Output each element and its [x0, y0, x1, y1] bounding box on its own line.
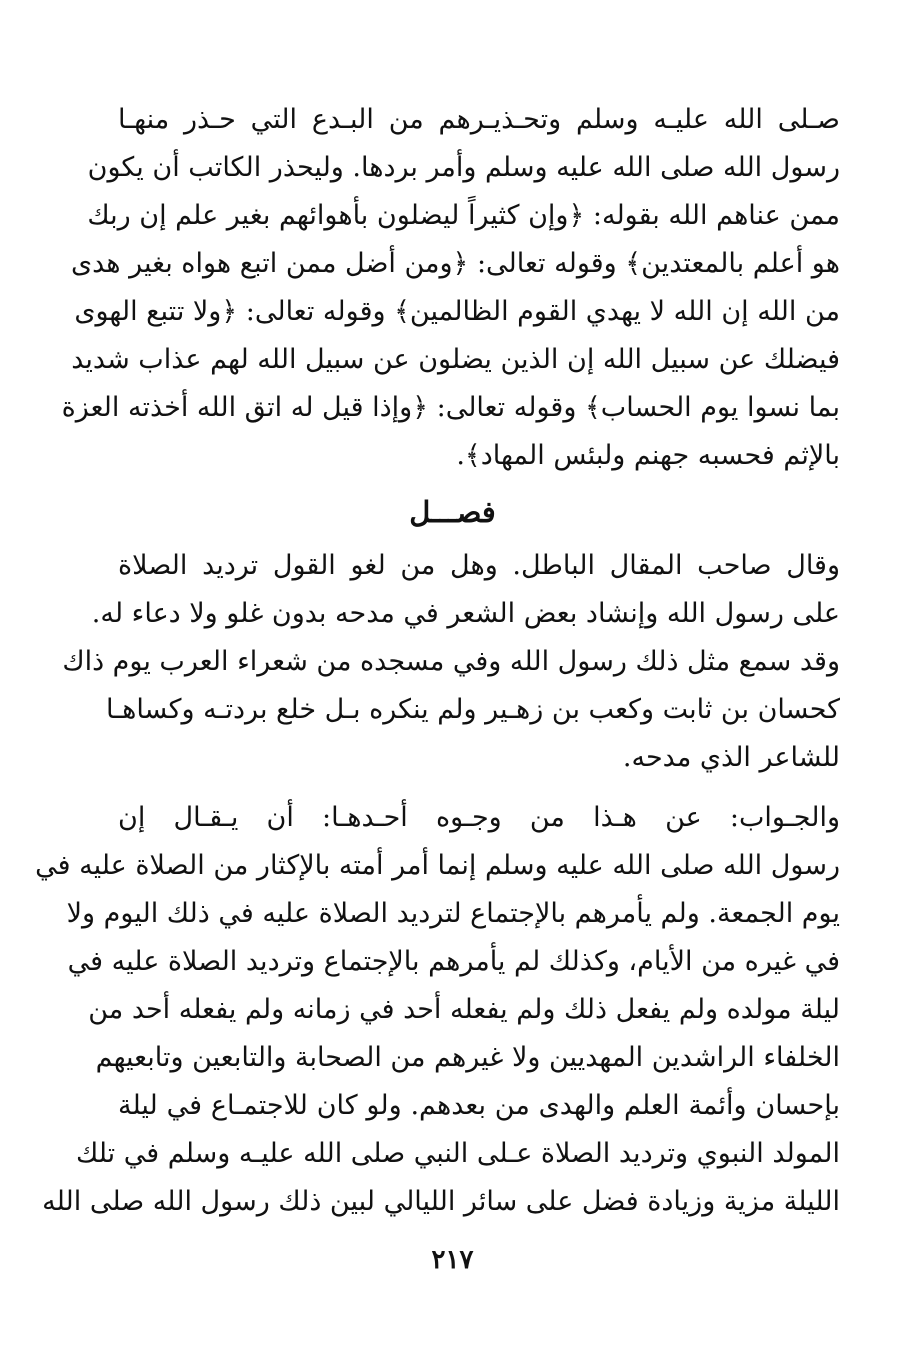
text-line: والجـواب: عن هـذا من وجـوه أحـدهـا: أن يـقـال إن	[118, 802, 840, 833]
text-line: صـلى الله عليـه وسلم وتحـذيـرهم من البـدع التي حـذر منهـا	[118, 104, 840, 135]
text-line: كحسان بن ثابت وكعب بن زهـير ولم ينكره بـل خلع بردتـه وكساهـا	[105, 694, 840, 725]
text-line: وقال صاحب المقال الباطل. وهل من لغو القول ترديد الصلاة	[118, 550, 840, 581]
text-line: رسول الله صلى الله عليه وسلم وأمر بردها. وليحذر الكاتب أن يكون	[87, 152, 840, 183]
text-line: من الله إن الله لا يهدي القوم الظالمين﴾ وقوله تعالى: ﴿ولا تتبع الهوى	[74, 296, 840, 327]
text-line: على رسول الله وإنشاد بعض الشعر في مدحه بدون غلو ولا دعاء له.	[91, 598, 840, 629]
text-line: فيضلك عن سبيل الله إن الذين يضلون عن سبيل الله لهم عذاب شديد	[71, 344, 840, 375]
text-line: بما نسوا يوم الحساب﴾ وقوله تعالى: ﴿وإذا قيل له اتق الله أخذته العزة	[61, 392, 840, 423]
text-line: يوم الجمعة. ولم يأمرهم بالإجتماع لترديد الصلاة عليه في ذلك اليوم ولا	[66, 898, 840, 929]
text-line: المولد النبوي وترديد الصلاة عـلى النبي صلى الله عليـه وسلم في تلك	[75, 1138, 840, 1169]
text-line: الليلة مزية وزيادة فضل على سائر الليالي لبين ذلك رسول الله صلى الله	[42, 1186, 840, 1217]
text-line: ليلة مولده ولم يفعل ذلك ولم يفعله أحد في زمانه ولم يفعله أحد من	[88, 994, 840, 1025]
text-line: وقد سمع مثل ذلك رسول الله وفي مسجده من شعراء العرب يوم ذاك	[62, 646, 840, 677]
text-line: الخلفاء الراشدين المهديين ولا غيرهم من الصحابة والتابعين وتابعيهم	[95, 1042, 840, 1073]
text-line: بالإثم فحسبه جهنم ولبئس المهاد﴾.	[456, 440, 840, 471]
text-line: بإحسان وأئمة العلم والهدى من بعدهم. ولو كان للاجتمـاع في ليلة	[118, 1090, 840, 1121]
section-heading: فصـــل	[409, 495, 496, 529]
paragraph-answer	[35, 794, 840, 1226]
text-line: في غيره من الأيام، وكذلك لم يأمرهم بالإجتماع وترديد الصلاة عليه في	[67, 946, 840, 977]
paragraph-claim	[62, 542, 840, 782]
text-line: رسول الله صلى الله عليه وسلم إنما أمر أمته بالإكثار من الصلاة عليه في	[35, 850, 840, 881]
text-line: هو أعلم بالمعتدين﴾ وقوله تعالى: ﴿ومن أضل ممن اتبع هواه بغير هدى	[71, 248, 840, 279]
text-line: للشاعر الذي مدحه.	[622, 742, 840, 773]
text-line: ممن عناهم الله بقوله: ﴿وإن كثيراً ليضلون بأهوائهم بغير علم إن ربك	[87, 200, 840, 231]
paragraph-quranic-warnings	[61, 96, 840, 480]
page-number: ٢١٧	[431, 1245, 474, 1275]
